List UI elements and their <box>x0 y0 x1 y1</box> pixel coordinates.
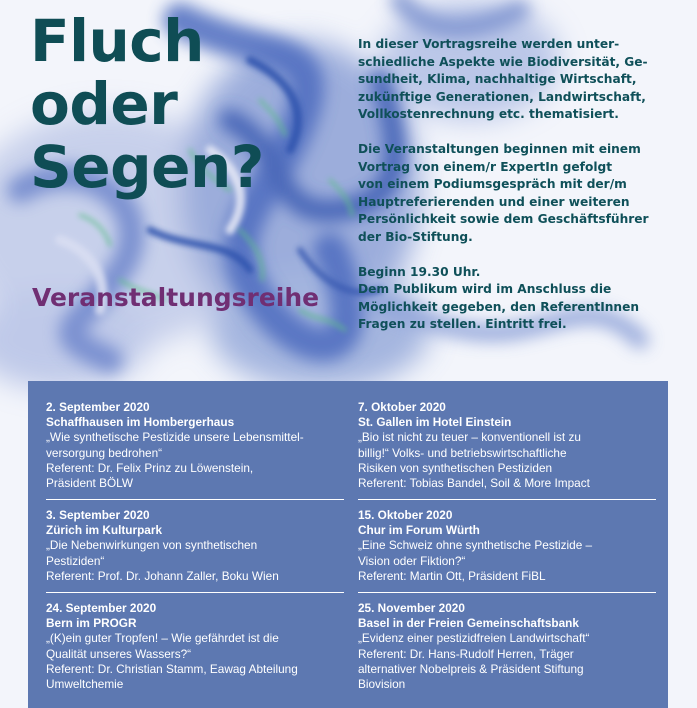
event-divider <box>358 592 656 593</box>
event-detail: Referent: Prof. Dr. Johann Zaller, Boku Wien <box>46 568 279 583</box>
event-detail: „(K)ein guter Tropfen! – Wie gefährdet ist die <box>46 631 279 646</box>
event-detail: „Evidenz einer pestizidfreien Landwirtschaft“ <box>358 631 590 646</box>
main-title <box>30 7 264 201</box>
event-detail: „Die Nebenwirkungen von synthetischen <box>46 538 258 553</box>
event-detail: Biovision <box>358 677 406 692</box>
event-entry <box>46 601 344 692</box>
event-date: 2. September 2020 <box>46 400 150 414</box>
event-detail: Pestiziden“ <box>46 553 105 568</box>
event-date: 7. Oktober 2020 <box>358 400 446 414</box>
event-location: Chur im Forum Würth <box>358 523 480 538</box>
intro-line: sundheit, Klima, nachhaltige Wirtschaft, <box>358 72 637 87</box>
event-date: 25. November 2020 <box>358 601 465 615</box>
intro-line: Persönlichkeit sowie dem Geschäftsführer <box>358 212 649 227</box>
subtitle: Veranstaltungsreihe <box>32 283 320 312</box>
intro-line: Die Veranstaltungen beginnen mit einem <box>358 141 641 156</box>
intro-line: zukünftige Generationen, Landwirtschaft, <box>358 89 646 104</box>
intro-line: von einem Podiumsgespräch mit der/m <box>358 177 627 192</box>
event-location: Bern im PROGR <box>46 616 137 631</box>
event-date: 3. September 2020 <box>46 508 150 522</box>
intro-paragraph <box>358 36 688 124</box>
intro-line: Beginn 19.30 Uhr. <box>358 264 481 279</box>
event-entry <box>46 508 344 584</box>
event-entry <box>358 400 656 491</box>
intro-line: Vollkostenrechnung etc. thematisiert. <box>358 107 619 122</box>
intro-line: Hauptreferierenden und einer weiteren <box>358 194 630 209</box>
event-location: Basel in der Freien Gemeinschaftsbank <box>358 616 579 631</box>
event-schedule-panel <box>28 381 668 708</box>
intro-line: In dieser Vortragsreihe werden unter- <box>358 37 620 51</box>
intro-text <box>358 36 688 334</box>
event-detail: Qualität unseres Wassers?“ <box>46 646 192 661</box>
event-entry <box>358 508 656 584</box>
event-entry <box>358 601 656 692</box>
event-location: Schaffhausen im Hombergerhaus <box>46 415 235 430</box>
intro-line: schiedliche Aspekte wie Biodiversität, Ge- <box>358 54 648 69</box>
event-detail: Vision oder Fiktion?“ <box>358 553 466 568</box>
intro-line: Möglichkeit gegeben, den ReferentInnen <box>358 299 640 314</box>
event-divider <box>46 592 344 593</box>
event-detail: alternativer Nobelpreis & Präsident Stiftung <box>358 661 584 676</box>
event-detail: Referent: Martin Ott, Präsident FiBL <box>358 568 546 583</box>
event-date: 24. September 2020 <box>46 601 157 615</box>
event-divider <box>46 499 344 500</box>
intro-line: der Bio-Stiftung. <box>358 229 473 244</box>
event-detail: Risiken von synthetischen Pestiziden <box>358 460 553 475</box>
intro-paragraph <box>358 264 688 334</box>
intro-line: Fragen zu stellen. Eintritt frei. <box>358 317 567 332</box>
event-detail: „Eine Schweiz ohne synthetische Pestizide – <box>358 538 593 553</box>
event-detail: „Wie synthetische Pestizide unsere Lebensmittel- <box>46 430 304 445</box>
intro-paragraph <box>358 141 688 247</box>
event-detail: Referent: Dr. Hans-Rudolf Herren, Träger <box>358 646 574 661</box>
title-line: Fluch <box>30 7 204 75</box>
event-detail: Referent: Dr. Felix Prinz zu Löwenstein, <box>46 460 254 475</box>
intro-line: Vortrag von einem/r ExpertIn gefolgt <box>358 159 613 174</box>
event-detail: Referent: Tobias Bandel, Soil & More Impact <box>358 476 590 491</box>
event-divider <box>358 499 656 500</box>
title-line: oder <box>30 70 178 138</box>
event-detail: billig!“ Volks- und betriebswirtschaftliche <box>358 445 567 460</box>
event-location: Zürich im Kulturpark <box>46 523 163 538</box>
event-detail: „Bio ist nicht zu teuer – konventionell ist zu <box>358 430 581 445</box>
event-detail: versorgung bedrohen“ <box>46 445 163 460</box>
event-detail: Referent: Dr. Christian Stamm, Eawag Abteilung <box>46 661 298 676</box>
event-location: St. Gallen im Hotel Einstein <box>358 415 512 430</box>
event-entry <box>46 400 344 491</box>
event-detail: Präsident BÖLW <box>46 476 133 491</box>
title-line: Segen? <box>30 133 264 201</box>
event-date: 15. Oktober 2020 <box>358 508 453 522</box>
event-detail: Umweltchemie <box>46 677 124 692</box>
intro-line: Dem Publikum wird im Anschluss die <box>358 282 612 297</box>
